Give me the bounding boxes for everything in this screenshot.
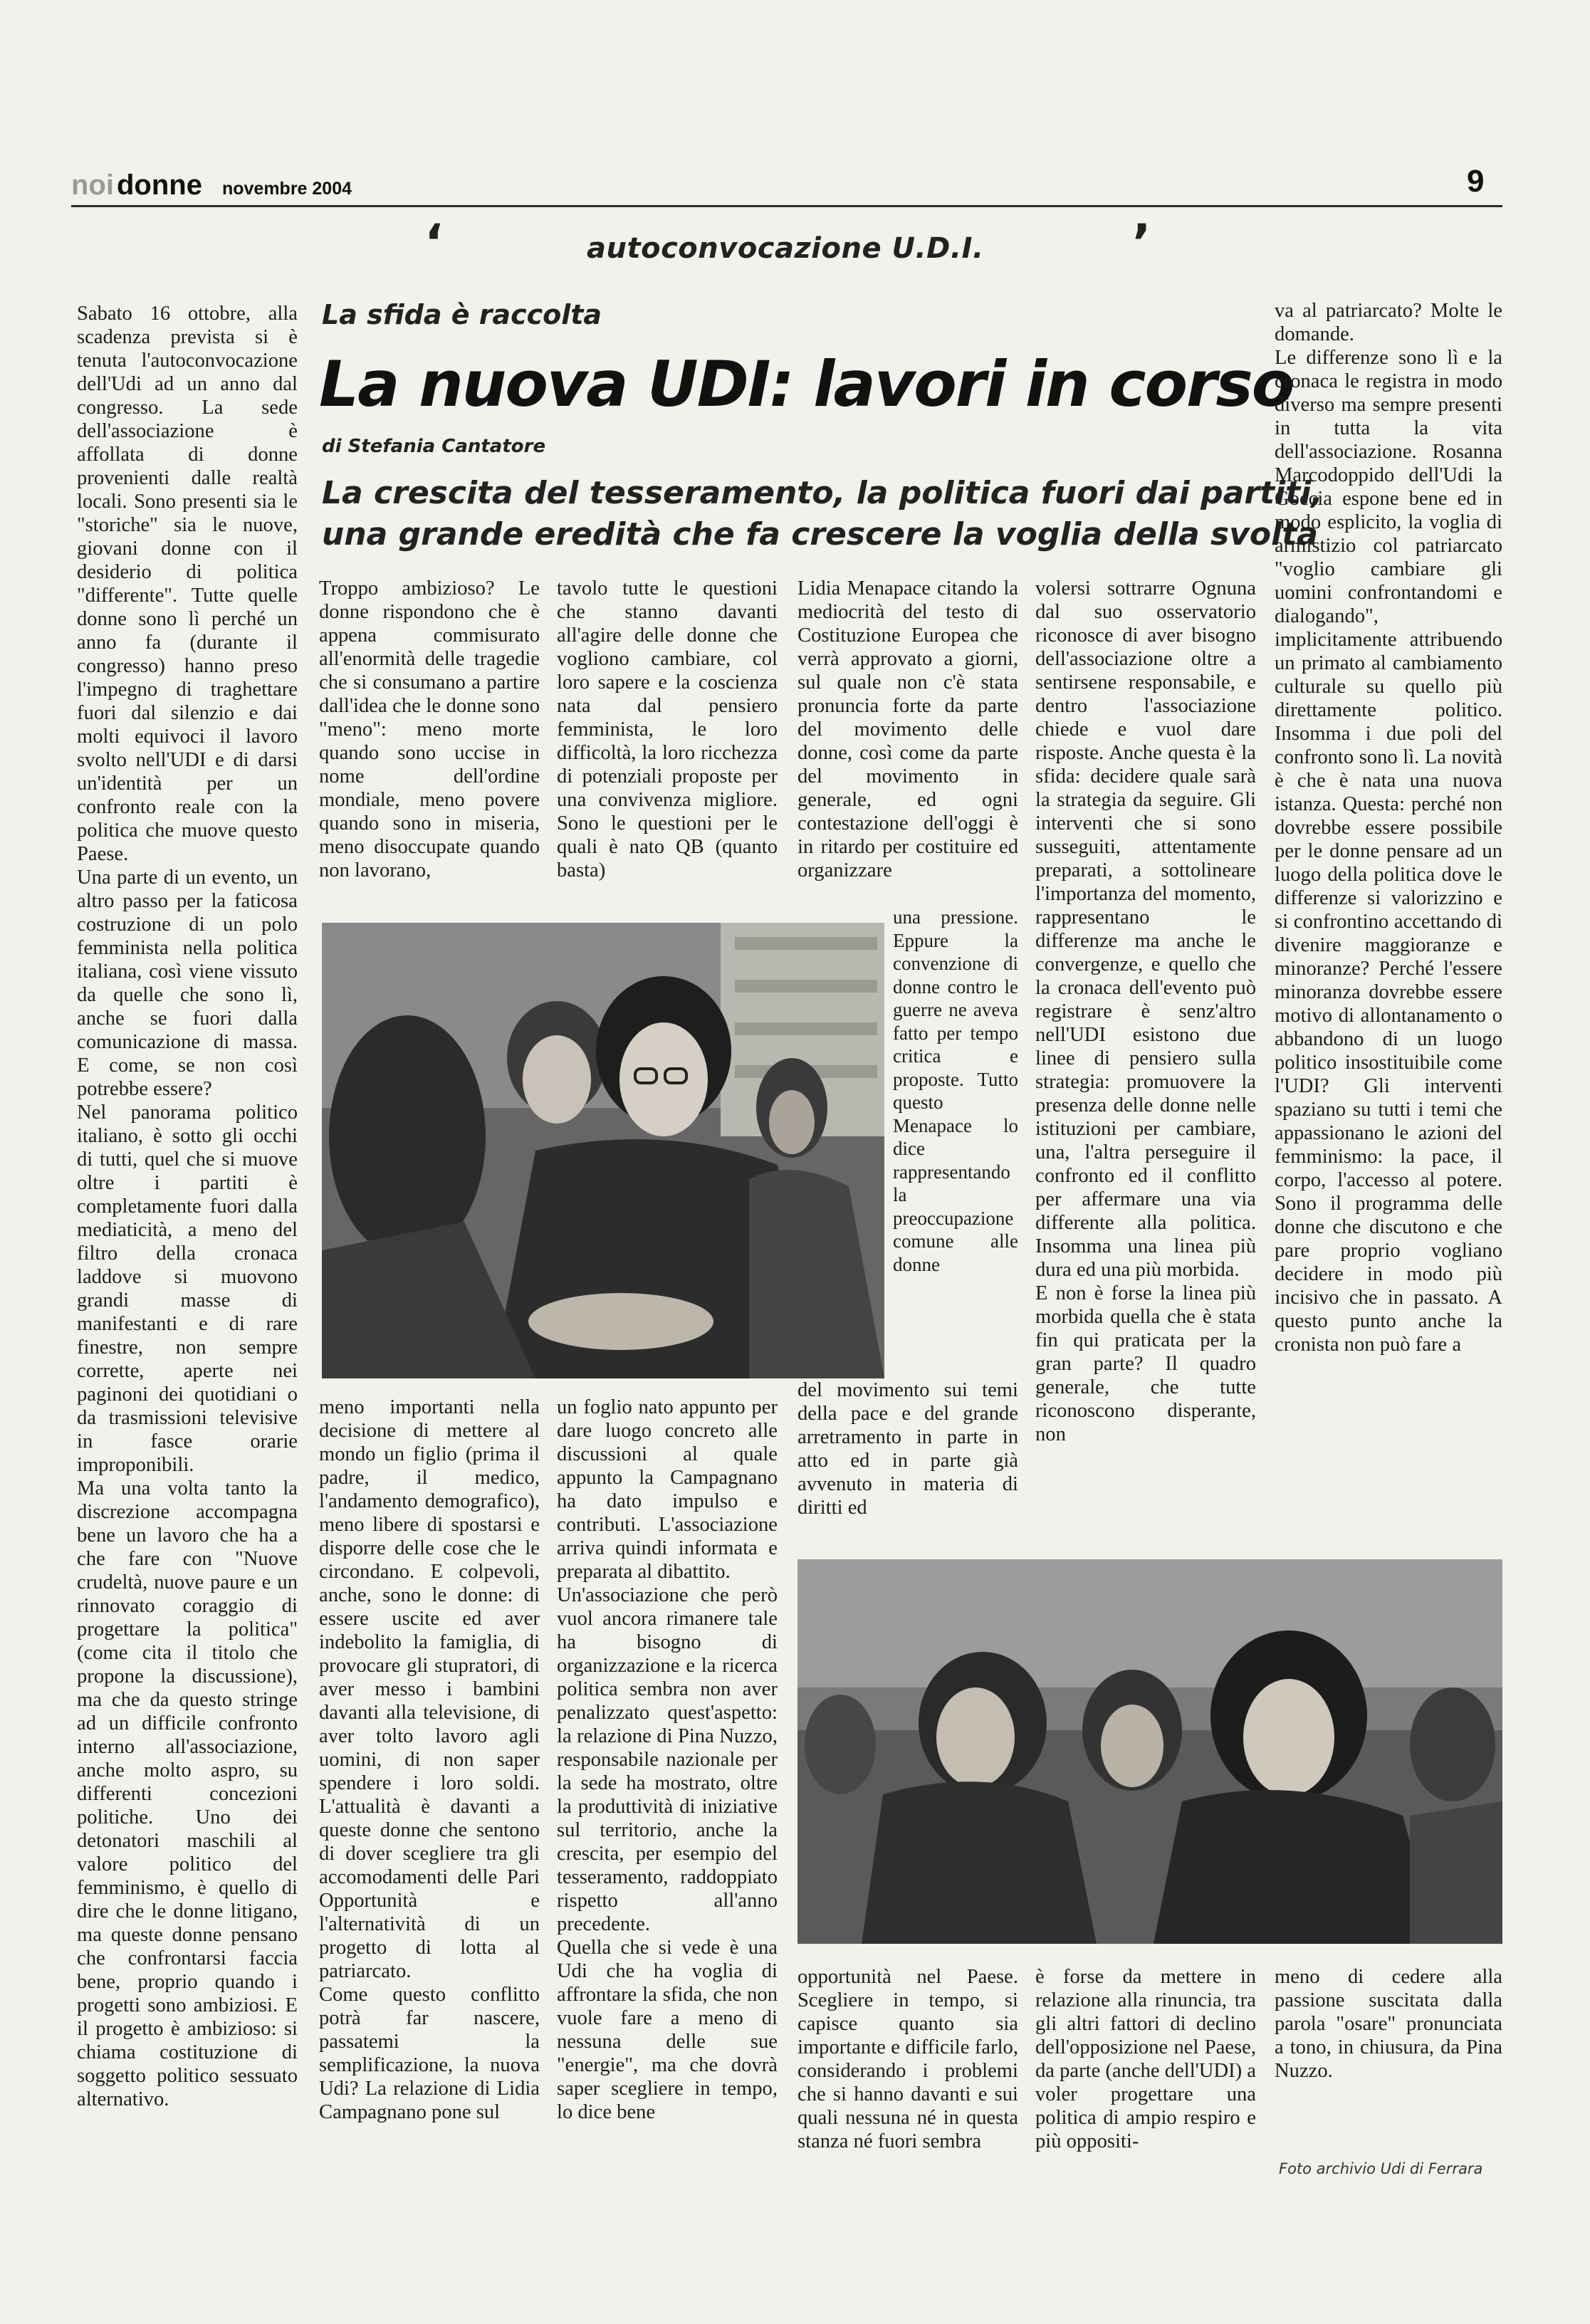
article-column-4-side: una pressione. Eppure la convenzione di donne contro le guerre ne aveva fatto per tempo critica e proposte. Tutto questo Menapace lo dice rappresentando la preoccupazione comune alle donne <box>893 906 1018 1275</box>
article-kicker: La sfida è raccolta <box>322 299 602 330</box>
photo-women-meeting <box>797 1559 1502 1944</box>
article-subhead-line1: La crescita del tesseramento, la politica fuori dai partiti, <box>322 475 1324 511</box>
article-column-4-bottom: opportunità nel Paese. Scegliere in tempo, si capisce quanto sia importante e difficile farlo, considerando i problemi che si hanno davanti e sui quali nessuna né in questa stanza né fuori sembra <box>797 1966 1018 2152</box>
section-close-quote: ’ <box>1132 214 1151 272</box>
section-title: autoconvocazione U.D.I. <box>587 232 984 265</box>
article-column-5-bottom: è forse da mettere in relazione alla rinuncia, tra gli altri fattori di declino dell'opposizione nel Paese, da parte (anche dell'UDI) a voler progettare una politica di ampio respiro e più oppositi- <box>1035 1966 1256 2152</box>
brand-noi: noi <box>71 169 114 201</box>
article-column-3-bottom: un foglio nato appunto per dare luogo concreto alle discussioni al quale appunto la Campagnano ha dato impulso e contributi. L'associazione arriva quindi informata e preparata al dibattito. Un'associazione che però vuol ancora rimanere tale ha bisogno di organizzazione e la ricerca politica sembra non aver penalizzato quest'aspetto: la relazione di Pina Nuzzo, responsabile nazionale per la sede ha mostrato, oltre la produttività di iniziative sul territorio, anche la crescita, per esempio del tesseramento, raddoppiato rispetto all'anno precedente. Quella che si vede è una Udi che ha voglia di affrontare la sfida, che non vuole fare a meno di nessuna delle sue "energie", ma che dovrà saper scegliere in tempo, lo dice bene <box>557 1396 778 2123</box>
photo-women-audience <box>322 923 884 1378</box>
article-subhead-line2: una grande eredità che fa crescere la voglia della svolta <box>322 516 1318 553</box>
article-column-4-mid: del movimento sui temi della pace e del grande arretramento in parte in atto ed in parte già avvenuto in materia di diritti ed <box>797 1379 1018 1519</box>
issue-date: novembre 2004 <box>221 179 352 199</box>
article-column-6-bottom: meno di cedere alla passione suscitata dalla parola "osare" pronunciata a tono, in chiusura, da Pina Nuzzo. <box>1275 1966 1502 2082</box>
photo-women-meeting-image <box>797 1559 1502 1944</box>
article-column-2-bottom: meno importanti nella decisione di mettere al mondo un figlio (prima il padre, il medico, l'andamento demografico), meno libere di spostarsi e disporre delle cose che le circondano. E colpevoli, anche, sono le donne: di essere uscite ed aver indebolito la famiglia, di provocare gli stupratori, di aver messo i bambini davanti alla televisione, di aver tolto lavoro agli uomini, di non saper spendere i loro soldi. L'attualità è davanti a queste donne che sentono di dover scegliere tra gli accomodamenti delle Pari Opportunità e l'alternatività di un progetto di lotta al patriarcato. Come questo conflitto potrà far nascere, passatemi la semplificazione, la nuova Udi? La relazione di Lidia Campagnano pone sul <box>319 1396 540 2123</box>
article-column-5-top: volersi sottrarre Ognuna dal suo osservatorio riconosce di aver bisogno dell'associazione oltre a sentirsene responsabile, e dentro l'associazione chiede e vuol dare risposte. Anche questa è la sfida: decidere quale sarà la strategia da seguire. Gli interventi che si sono susseguiti, attentamente preparati, a sottolineare l'importanza del momento, rappresentano le differenze ma anche le convergenze, e quello che la cronaca dell'evento può registrare è senz'altro nell'UDI esistono due linee di pensiero sulla strategia: promuovere la presenza delle donne nelle istituzioni per cambiare, una, l'altra perseguire il confronto ed il conflitto per affermare una via differente alla politica. Insomma una linea più dura ed una più morbida. E non è forse la linea più morbida quella che è stata fin qui praticata per la gran parte? Il quadro generale, che tutte riconoscono disperante, non <box>1035 577 1256 1445</box>
header-rule <box>71 205 1502 207</box>
article-column-2-top: Troppo ambizioso? Le donne rispondono che è appena commisurato all'enormità delle tragedie che si consumano a partire dall'idea che le donne sono "meno": meno morte quando sono uccise in nome dell'ordine mondiale, meno povere quando sono in miseria, meno disoccupate quando non lavorano, <box>319 577 540 881</box>
article-headline: La nuova UDI: lavori in corso <box>319 347 1294 421</box>
masthead <box>71 169 352 201</box>
photo-caption: Foto archivio Udi di Ferrara <box>1279 2160 1483 2177</box>
article-column-6-top: va al patriarcato? Molte le domande. Le differenze sono lì e la cronaca le registra in modo diverso ma sempre presenti in tutta la vita dell'associazione. Rosanna Marcodoppido dell'Udi la Goccia espone bene ed in modo esplicito, la voglia di armistizio col patriarcato "voglio cambiare gli uomini confrontandomi e dialogando", implicitamente attribuendo un primato al cambiamento culturale su quello più direttamente politico. Insomma i due poli del confronto sono lì. La novità è che è nata una nuova istanza. Questa: perché non dovrebbe essere possibile per le donne pensare ad un luogo della politica dove le differenze si valorizzino e si confrontino accettando di divenire maggioranze e minoranze? Perché l'essere minoranza dovrebbe essere motivo di allontanamento o abbandono di un luogo politico insostituibile come l'UDI? Gli interventi spaziano su tutti i temi che appassionano le azioni del femminismo: la pace, il corpo, l'accesso al potere. Sono il programma delle donne che discutono e che pare proprio vogliano decidere in modo più incisivo che in passato. A questo punto anche la cronista non può fare a <box>1275 300 1502 1356</box>
page-number: 9 <box>1467 164 1485 199</box>
brand-donne: donne <box>116 169 202 201</box>
section-open-quote: ‘ <box>424 214 444 272</box>
article-byline: di Stefania Cantatore <box>322 436 546 457</box>
article-column-1: Sabato 16 ottobre, alla scadenza prevista si è tenuta l'autoconvocazione dell'Udi ad un anno dal congresso. La sede dell'associazione è affollata di donne provenienti dalle realtà locali. Sono presenti sia le "storiche" sia le nuove, giovani donne con il desiderio di politica "differente". Tutte quelle donne sono lì perché un anno fa (durante il congresso) hanno preso l'impegno di traghettare fuori dal silenzio e dai molti equivoci il lavoro svolto nell'UDI e di darsi un'identità per un confronto reale con la politica che muove questo Paese. Una parte di un evento, un altro passo per la faticosa costruzione di un polo femminista nella politica italiana, così viene vissuto da quelle che sono lì, anche se fuori dalla comunicazione di massa. E come, se non così potrebbe essere? Nel panorama politico italiano, è sotto gli occhi di tutti, quel che si muove oltre i partiti è completamente fuori dalla mediaticità, a meno del filtro della cronaca laddove si muovono grandi masse di manifestanti e di rare finestre, non sempre corrette, aperte nei paginoni dei quotidiani o da trasmissioni televisive in fasce orarie improponibili. Ma una volta tanto la discrezione accompagna bene un lavoro che ha a che fare con "Nuove crudeltà, nuove paure e un rinnovato coraggio di progettare la politica" (come cita il titolo che propone la discussione), ma che da questo stringe ad un difficile confronto interno all'associazione, anche molto aspro, su differenti concezioni politiche. Uno dei detonatori maschili al valore politico del femminismo, è quello di dire che le donne litigano, ma queste donne pensano che confrontarsi faccia bene, proprio quando i progetti sono ambiziosi. E il progetto è ambizioso: si chiama costituzione di soggetto politico sessuato alternativo. <box>77 303 298 2110</box>
article-column-3-top: tavolo tutte le questioni che stanno davanti all'agire delle donne che vogliono cambiare, col loro sapere e la coscienza nata dal pensiero femminista, le loro difficoltà, la loro ricchezza di potenziali proposte per una convivenza migliore. Sono le questioni per le quali è nato QB (quanto basta) <box>557 577 778 881</box>
photo-women-audience-image <box>322 923 884 1378</box>
article-column-4-top: Lidia Menapace citando la mediocrità del testo di Costituzione Europea che verrà approvato a giorni, sul quale non c'è stata pronuncia forte da parte del movimento delle donne, così come da parte del movimento in generale, ed ogni contestazione dell'oggi è in ritardo per costituire ed organizzare <box>797 577 1018 881</box>
